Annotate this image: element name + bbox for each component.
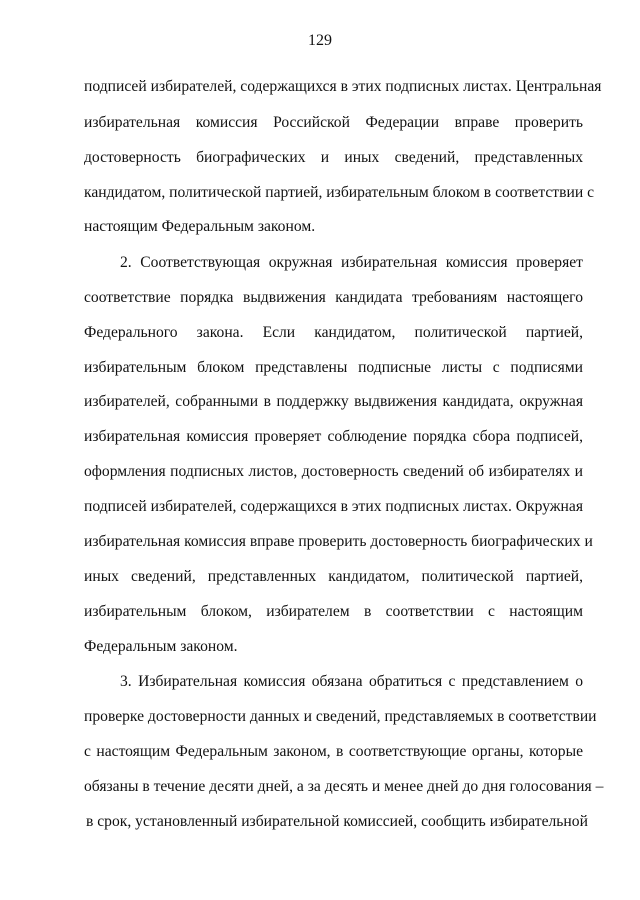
paragraph-3-line-3: с настоящим Федеральным законом, в соответствующие органы, которые <box>84 743 583 760</box>
paragraph-2-line-2: соответствие порядка выдвижения кандидата требованиям настоящего <box>84 289 583 306</box>
paragraph-1-line-1: подписей избирателей, содержащихся в этих подписных листах. Центральная <box>84 78 602 95</box>
paragraph-3-line-1: 3. Избирательная комиссия обязана обратиться с представлением о <box>120 673 583 690</box>
paragraph-2-line-9: избирательная комиссия вправе проверить достоверность биографических и <box>84 533 593 550</box>
paragraph-2-line-5: избирателей, собранными в поддержку выдвижения кандидата, окружная <box>84 393 583 410</box>
paragraph-1-line-3: достоверность биографических и иных сведений, представленных <box>84 149 583 166</box>
paragraph-1-line-2: избирательная комиссия Российской Федерации вправе проверить <box>84 114 583 131</box>
paragraph-2-line-12: Федеральным законом. <box>84 638 238 655</box>
paragraph-2-line-11: избирательным блоком, избирателем в соответствии с настоящим <box>84 603 583 620</box>
paragraph-3-line-4: обязаны в течение десяти дней, а за десять и менее дней до дня голосования – <box>84 778 604 795</box>
paragraph-1-line-4: кандидатом, политической партией, избирательным блоком в соответствии с <box>84 184 594 201</box>
page-number: 129 <box>308 32 332 49</box>
paragraph-1-line-5: настоящим Федеральным законом. <box>84 218 316 235</box>
paragraph-3-line-2: проверке достоверности данных и сведений, представляемых в соответствии <box>84 708 597 725</box>
paragraph-2-line-10: иных сведений, представленных кандидатом, политической партией, <box>84 568 583 585</box>
paragraph-2-line-8: подписей избирателей, содержащихся в этих подписных листах. Окружная <box>84 498 583 515</box>
paragraph-2-line-7: оформления подписных листов, достоверность сведений об избирателях и <box>84 463 583 480</box>
paragraph-2-line-3: Федерального закона. Если кандидатом, политической партией, <box>84 324 583 341</box>
paragraph-2-line-1: 2. Соответствующая окружная избирательная комиссия проверяет <box>120 254 583 271</box>
paragraph-3-line-5: в срок, установленный избирательной комиссией, сообщить избирательной <box>86 813 588 830</box>
paragraph-2-line-4: избирательным блоком представлены подписные листы с подписями <box>84 359 583 376</box>
paragraph-2-line-6: избирательная комиссия проверяет соблюдение порядка сбора подписей, <box>84 428 583 445</box>
